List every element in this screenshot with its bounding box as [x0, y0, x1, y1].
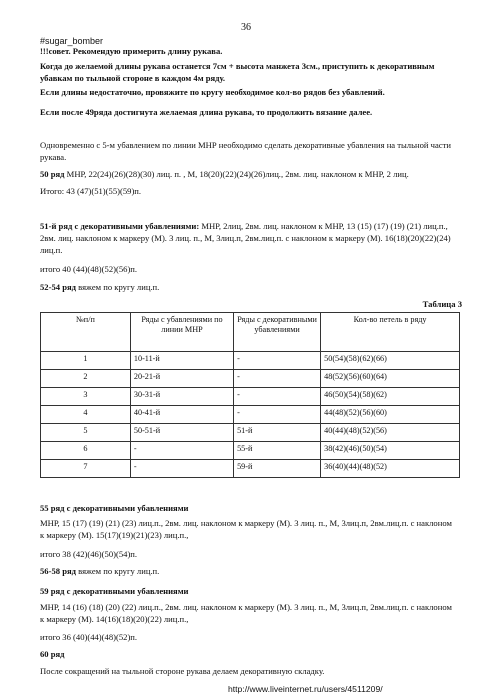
row-50-total: Итого: 43 (47)(51)(55)(59)п. [40, 186, 142, 196]
row-50 [40, 168, 458, 180]
closing-paragraph: После сокращений на тыльной стороне рукава делаем декоративную складку. [40, 666, 325, 676]
table-cell: - [234, 406, 321, 424]
table-header: Ряды с декоративными убавлениями [234, 313, 321, 352]
row-55-total: итого 38 (42)(46)(50)(54)п. [40, 549, 138, 559]
table-cell: 1 [41, 352, 131, 370]
table-title: Таблица 3 [422, 299, 462, 309]
advice-heading: !!!совет. Рекомендую примерить длину рукава. [40, 46, 223, 56]
table-cell: 50-51-й [130, 424, 233, 442]
table-cell: 38(42)(46)(50)(54) [321, 442, 460, 460]
row-51 [40, 220, 458, 257]
row-59-text: МНР, 14 (16) (18) (20) (22) лиц.п., 2вм. лиц. наклоном к маркеру (М). 3 лиц. п., М, 3лиц.п, 2вм.лиц.п. с наклоном к маркеру (М). 14(16)(18)(20)(22) лиц.п., [40, 602, 452, 625]
table-cell: - [234, 388, 321, 406]
table-cell: 46(50)(54)(58)(62) [321, 388, 460, 406]
row-60-label: 60 ряд [40, 649, 65, 659]
row-52-54-label: 52-54 ряд [40, 282, 76, 292]
row-51-text: МНР, 2лиц, 2вм. лиц. наклоном к МНР, 13 (15) (17) (19) (21) лиц.п., 2вм. лиц. наклоном к маркеру (М). 3 лиц. п., М, 3лиц.п, 2вм.лиц.п. с наклоном к маркеру (М). 16(18)(20)(22)(24) лиц.п. [40, 221, 451, 256]
table-cell: 4 [41, 406, 131, 424]
table-cell: 50(54)(58)(62)(66) [321, 352, 460, 370]
advice-paragraph-2: Если длины недостаточно, провяжите по кругу необходимое кол-во рядов без убавлений. [40, 87, 385, 97]
table-row [41, 442, 460, 460]
table-cell: 6 [41, 442, 131, 460]
table-cell: 44(48)(52)(56)(60) [321, 406, 460, 424]
table-header: №п/п [41, 313, 131, 352]
row-55-label: 55 ряд с декоративными убавлениями [40, 503, 189, 513]
table-cell: - [234, 370, 321, 388]
table-cell: - [130, 460, 233, 478]
row-52-54-text: вяжем по кругу лиц.п. [75, 282, 160, 292]
table-header-row [41, 313, 460, 352]
table-cell: 7 [41, 460, 131, 478]
table-cell: 36(40)(44)(48)(52) [321, 460, 460, 478]
row-51-total: итого 40 (44)(48)(52)(56)п. [40, 264, 138, 274]
intro-paragraph: Одновременно с 5-м убавлением по линии МНР необходимо сделать декоративные убавления на тыльной части рукава. [40, 140, 451, 163]
table-cell: 51-й [234, 424, 321, 442]
table-cell: 5 [41, 424, 131, 442]
table-cell: - [234, 352, 321, 370]
table-cell: 40-41-й [130, 406, 233, 424]
table-row [41, 352, 460, 370]
row-56-58-text: вяжем по кругу лиц.п. [75, 566, 160, 576]
row-51-label: 51-й ряд с декоративными убавлениями: [40, 221, 200, 231]
row-56-58 [40, 565, 458, 577]
table-row [41, 424, 460, 442]
table-cell: 59-й [234, 460, 321, 478]
row-50-label: 50 ряд [40, 169, 65, 179]
rows-table [40, 312, 460, 478]
advice-paragraph-1: Когда до желаемой длины рукава останется 7см + высота манжета 3см., приступить к декоративным убавкам по тыльной стороне в каждом 4м ряду. [40, 61, 435, 84]
row-52-54 [40, 281, 458, 293]
row-50-text: МНР, 22(24)(26)(28)(30) лиц. п. , М, 18(20)(22)(24)(26)лиц., 2вм. лиц. наклоном к МНР, 2 лиц. [64, 169, 409, 179]
row-59-label: 59 ряд с декоративными убавлениями [40, 586, 189, 596]
table-cell: 40(44)(48)(52)(56) [321, 424, 460, 442]
table-cell: - [130, 442, 233, 460]
table-row [41, 370, 460, 388]
table-cell: 30-31-й [130, 388, 233, 406]
table-cell: 20-21-й [130, 370, 233, 388]
table-cell: 3 [41, 388, 131, 406]
table-row [41, 406, 460, 424]
footer-url: http://www.liveinternet.ru/users/4511209/ [228, 684, 383, 694]
row-59-total: итого 36 (40)(44)(48)(52)п. [40, 632, 138, 642]
table-row [41, 460, 460, 478]
page-number: 36 [241, 22, 251, 33]
table-header: Ряды с убавлениями по линии МНР [130, 313, 233, 352]
table-cell: 10-11-й [130, 352, 233, 370]
row-55-text: МНР, 15 (17) (19) (21) (23) лиц.п., 2вм. лиц. наклоном к маркеру (М). 3 лиц. п., М, 3лиц.п, 2вм.лиц.п. с наклоном к маркеру (М). 15(17)(19)(21)(23) лиц.п., [40, 518, 452, 541]
table-cell: 2 [41, 370, 131, 388]
advice-paragraph-3: Если после 49ряда достигнута желаемая длина рукава, то продолжить вязание далее. [40, 107, 373, 117]
author-tag: #sugar_bomber [40, 36, 104, 46]
table-row [41, 388, 460, 406]
table-cell: 55-й [234, 442, 321, 460]
table-header: Кол-во петель в ряду [321, 313, 460, 352]
row-56-58-label: 56-58 ряд [40, 566, 76, 576]
table-cell: 48(52)(56)(60)(64) [321, 370, 460, 388]
